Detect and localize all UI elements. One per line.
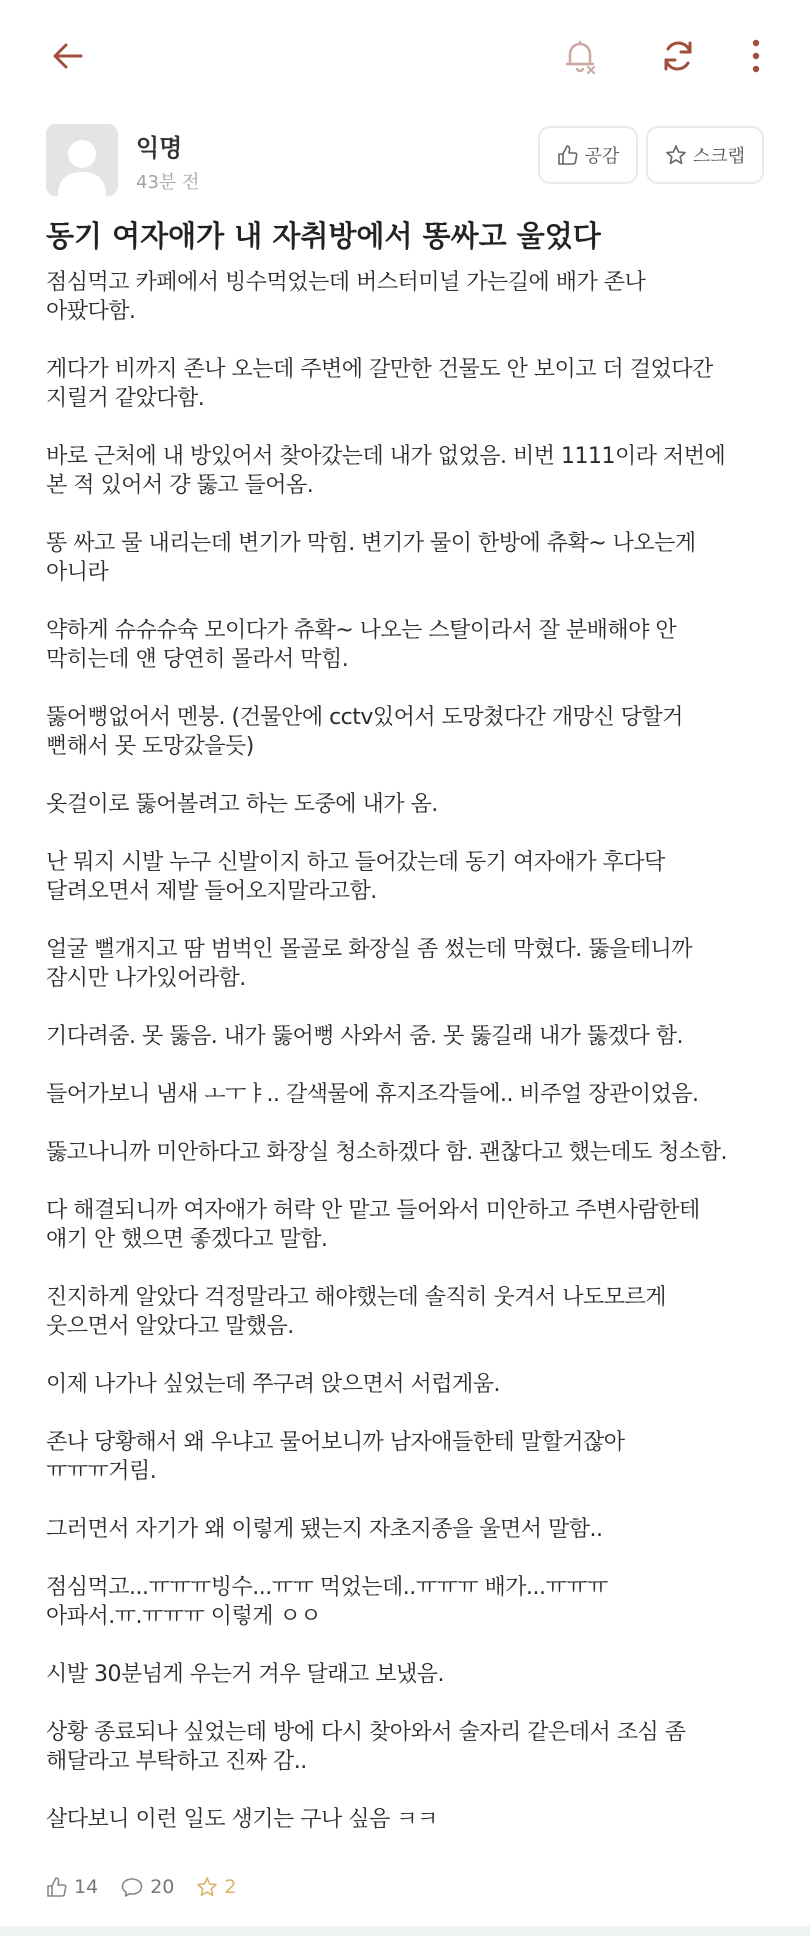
paragraph-line: 웃으면서 알았다고 말했음. — [46, 1314, 294, 1339]
post-paragraph — [46, 1370, 776, 1399]
paragraph-line: ㅠㅠㅠ거림. — [46, 1459, 157, 1484]
paragraph-line: 시발 30분넘게 우는거 겨우 달래고 보냈음. — [46, 1662, 444, 1687]
author-name: 익명 — [136, 134, 183, 162]
post-paragraph — [46, 790, 776, 819]
post-paragraph — [46, 1283, 776, 1341]
post-paragraph — [46, 616, 776, 674]
paragraph-line: 뚫어뻥없어서 멘붕. (건물안에 cctv있어서 도망쳤다간 개망신 당할거 — [46, 705, 683, 730]
scrap-button-label: 스크랩 — [692, 146, 746, 167]
like-button-label: 공감 — [584, 146, 620, 167]
paragraph-line: 지릴거 같았다함. — [46, 386, 205, 411]
paragraph-line: 들어가보니 냄새 ㅗㅜㅑ.. 갈색물에 휴지조각들에.. 비주얼 장관이었음. — [46, 1082, 699, 1107]
like-count-value: 14 — [74, 1876, 99, 1898]
paragraph-line: 옷걸이로 뚫어볼려고 하는 도중에 내가 옴. — [46, 792, 438, 817]
paragraph-line: 그러면서 자기가 왜 이렇게 됐는지 자초지종을 울면서 말함.. — [46, 1517, 603, 1542]
scrap-count[interactable] — [196, 1876, 236, 1898]
post-paragraph — [46, 703, 776, 761]
paragraph-line: 점심먹고 카페에서 빙수먹었는데 버스터미널 가는길에 배가 존나 — [46, 270, 646, 295]
arrow-left-icon — [51, 39, 85, 73]
paragraph-line: 해달라고 부탁하고 진짜 감.. — [46, 1749, 307, 1774]
post-body — [46, 268, 776, 1863]
paragraph-line: 얼굴 뻘개지고 땀 범벅인 몰골로 화장실 좀 썼는데 막혔다. 뚫을테니까 — [46, 937, 692, 962]
user-placeholder-icon — [46, 124, 118, 196]
post-stats — [46, 1872, 236, 1902]
paragraph-line: 존나 당황해서 왜 우냐고 물어보니까 남자애들한테 말할거잖아 — [46, 1430, 625, 1455]
post-paragraph — [46, 1428, 776, 1486]
post-paragraph — [46, 1080, 776, 1109]
paragraph-line: 다 해결되니까 여자애가 허락 안 맡고 들어와서 미안하고 주변사람한테 — [46, 1198, 700, 1223]
paragraph-line: 진지하게 알았다 걱정말라고 해야했는데 솔직히 웃겨서 나도모르게 — [46, 1285, 667, 1310]
scrap-count-value: 2 — [224, 1876, 237, 1898]
paragraph-line: 이제 나가나 싶었는데 쭈구려 앉으면서 서럽게움. — [46, 1372, 501, 1397]
scrap-button[interactable] — [646, 126, 764, 184]
notification-toggle-button[interactable] — [552, 28, 608, 84]
paragraph-line: 아니라 — [46, 560, 109, 585]
paragraph-line: 아파서.ㅠ.ㅠㅠㅠ 이렇게 ㅇㅇ — [46, 1604, 321, 1629]
post-paragraph — [46, 1805, 776, 1834]
paragraph-line: 점심먹고...ㅠㅠㅠ빙수...ㅠㅠ 먹었는데..ㅠㅠㅠ 배가...ㅠㅠㅠ — [46, 1575, 608, 1600]
comment-count[interactable] — [120, 1876, 174, 1898]
paragraph-line: 뻔해서 못 도망갔을듯) — [46, 734, 254, 759]
post-paragraph — [46, 1022, 776, 1051]
paragraph-line: 바로 근처에 내 방있어서 찾아갔는데 내가 없었음. 비번 1111이라 저번에 — [46, 444, 726, 469]
paragraph-line: 살다보니 이런 일도 생기는 구나 싶음 ㅋㅋ — [46, 1807, 438, 1832]
post-paragraph — [46, 442, 776, 500]
post-paragraph — [46, 848, 776, 906]
like-button[interactable] — [538, 126, 638, 184]
paragraph-line: 아팠다함. — [46, 299, 136, 324]
post-time: 43분 전 — [136, 172, 200, 193]
avatar[interactable] — [46, 124, 118, 196]
bottom-divider — [0, 1926, 810, 1936]
refresh-icon — [659, 37, 697, 75]
paragraph-line: 잠시만 나가있어라함. — [46, 966, 246, 991]
paragraph-line: 본 적 있어서 걍 뚫고 들어옴. — [46, 473, 314, 498]
top-toolbar — [0, 0, 810, 110]
post-paragraph — [46, 1196, 776, 1254]
thumbs-up-icon — [557, 144, 579, 166]
refresh-button[interactable] — [650, 28, 706, 84]
paragraph-line: 게다가 비까지 존나 오는데 주변에 갈만한 건물도 안 보이고 더 걸었다간 — [46, 357, 713, 382]
paragraph-line: 달려오면서 제발 들어오지말라고함. — [46, 879, 377, 904]
paragraph-line: 약하게 슈슈슈슉 모이다가 츄확~ 나오는 스탈이라서 잘 분배해야 안 — [46, 618, 677, 643]
more-vertical-icon — [750, 38, 762, 74]
post-paragraph — [46, 935, 776, 993]
post-paragraph — [46, 355, 776, 413]
post-paragraph — [46, 268, 776, 326]
post-title: 동기 여자애가 내 자취방에서 똥싸고 울었다 — [46, 219, 601, 253]
paragraph-line: 얘기 안 했으면 좋겠다고 말함. — [46, 1227, 328, 1252]
paragraph-line: 상황 종료되나 싶었는데 방에 다시 찾아와서 술자리 같은데서 조심 좀 — [46, 1720, 686, 1745]
more-options-button[interactable] — [732, 28, 780, 84]
like-count[interactable] — [46, 1876, 98, 1898]
post-paragraph — [46, 1138, 776, 1167]
comment-count-value: 20 — [150, 1876, 175, 1898]
post-paragraph — [46, 529, 776, 587]
bell-off-icon — [560, 36, 600, 76]
paragraph-line: 기다려줌. 못 뚫음. 내가 뚫어뻥 사와서 줌. 못 뚫길래 내가 뚫겠다 함. — [46, 1024, 683, 1049]
star-icon — [196, 1876, 218, 1898]
back-button[interactable] — [40, 28, 96, 84]
post-paragraph — [46, 1573, 776, 1631]
thumbs-up-icon — [46, 1876, 68, 1898]
paragraph-line: 뚫고나니까 미안하다고 화장실 청소하겠다 함. 괜찮다고 했는데도 청소함. — [46, 1140, 728, 1165]
comment-icon — [120, 1876, 144, 1898]
paragraph-line: 똥 싸고 물 내리는데 변기가 막힘. 변기가 물이 한방에 츄확~ 나오는게 — [46, 531, 696, 556]
star-icon — [665, 144, 687, 166]
post-paragraph — [46, 1718, 776, 1776]
post-paragraph — [46, 1515, 776, 1544]
post-paragraph — [46, 1660, 776, 1689]
paragraph-line: 난 뭐지 시발 누구 신발이지 하고 들어갔는데 동기 여자애가 후다닥 — [46, 850, 665, 875]
paragraph-line: 막히는데 얜 당연히 몰라서 막힘. — [46, 647, 349, 672]
